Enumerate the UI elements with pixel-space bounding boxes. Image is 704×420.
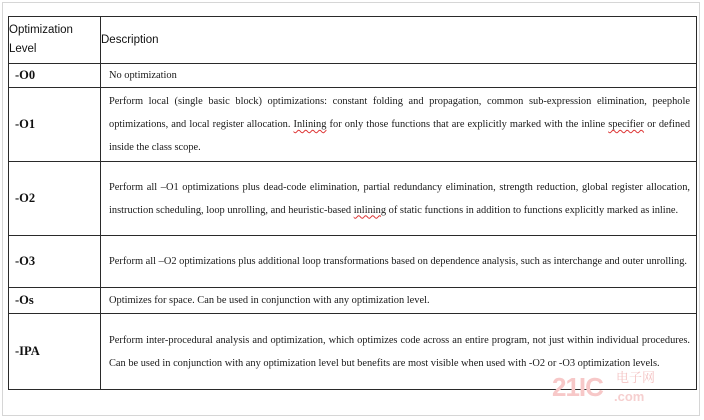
description-text: Optimizes for space. Can be used in conjunction with any optimization level. [109,294,430,306]
level-cell: -O2 [9,162,101,236]
description-cell [101,88,697,162]
description-text: for only those functions that are explicitly marked with the inline [326,119,609,130]
header-level-line1: Optimization [9,24,73,36]
watermark-domain: .com [614,389,645,404]
description-cell [101,64,697,88]
level-cell: -Os [9,288,101,314]
description-cell [101,162,697,236]
description-text: of static functions in addition to functions explicitly marked as inline. [386,204,679,216]
table-header-row [9,17,697,64]
spellcheck-word: inlining [353,204,387,216]
watermark-chinese: 电子网 [616,371,656,386]
header-level [9,17,101,64]
table-row [9,288,697,314]
level-cell: -O3 [9,236,101,288]
level-cell: -O1 [9,88,101,162]
description-text: Perform local (single basic block) optimizations: constant folding and propagation, common sub-expression elimination, peephole optimizations, and local register allocation. [109,96,690,130]
description-text: Perform all –O2 optimizations plus additional loop transformations based on dependence analysis, such as interchange and outer unrolling. [109,256,687,267]
description-text: No optimization [109,69,177,81]
level-cell: -IPA [9,314,101,390]
description-cell [101,288,697,314]
description-cell [101,236,697,288]
table-row [9,88,697,162]
table-row [9,236,697,288]
table-row [9,162,697,236]
header-level-line2: Level [9,43,37,55]
description-text: or defined inside the class scope. [109,119,691,153]
watermark-brand: 21IC [552,372,603,402]
optimization-levels-table [8,16,697,390]
level-cell: -O0 [9,64,101,88]
description-text: Perform all –O1 optimizations plus dead-code elimination, partial redundancy elimination, strength reduction, global register allocation, instruction scheduling, loop unrolling, and heuristic-based [109,181,690,216]
table-row [9,64,697,88]
spellcheck-word: specifier [608,119,645,130]
site-watermark [552,370,692,412]
spellcheck-word: Inlining [293,119,327,130]
header-description: Description [101,17,697,64]
description-text: Perform inter-procedural analysis and optimization, which optimizes code across an entire program, not just within individual procedures. Can be used in conjunction with any optimization level but benefits are most visible when used with -O2 or -O3 optimization levels. [109,334,690,369]
